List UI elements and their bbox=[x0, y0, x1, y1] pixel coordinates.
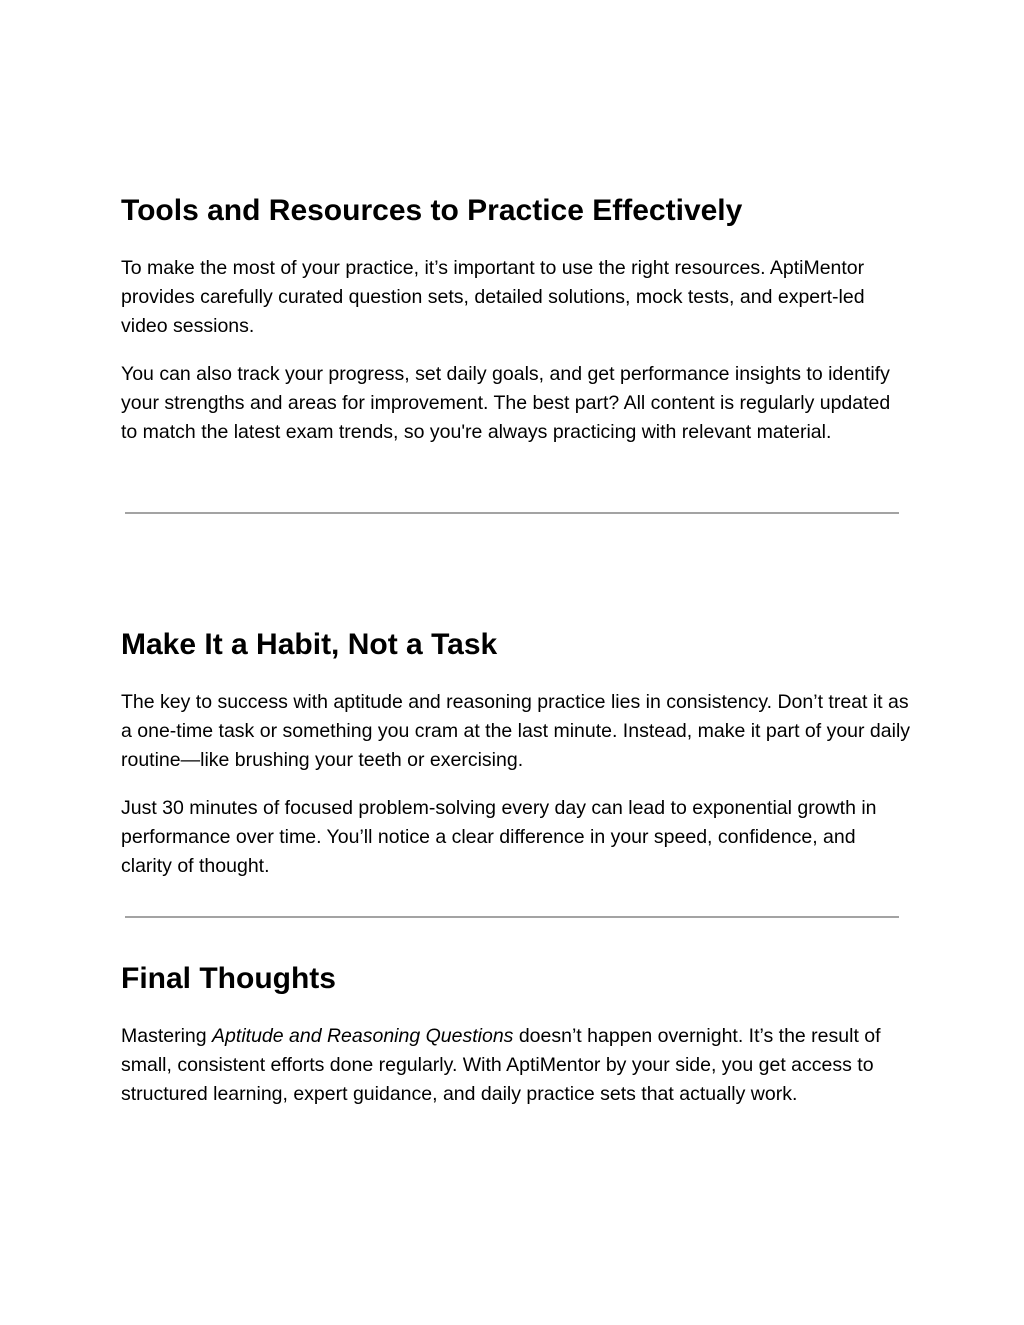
emphasized-phrase: Aptitude and Reasoning Questions bbox=[212, 1025, 514, 1047]
section-heading-habit: Make It a Habit, Not a Task bbox=[121, 628, 498, 661]
section-heading-final-thoughts: Final Thoughts bbox=[121, 962, 336, 995]
section-divider bbox=[125, 512, 899, 514]
section-divider bbox=[125, 916, 899, 918]
paragraph-lead: Mastering bbox=[121, 1025, 213, 1047]
section-paragraph bbox=[121, 1022, 911, 1109]
section-paragraph: To make the most of your practice, it’s important to use the right resources. AptiMentor provides carefully curated question sets, detailed solutions, mock tests, and expert-led video sessions. bbox=[121, 257, 865, 337]
section-paragraph: Just 30 minutes of focused problem-solving every day can lead to exponential growth in performance over time. You’ll notice a clear difference in your speed, confidence, and clarity of thought. bbox=[121, 797, 877, 877]
paragraph-rest: doesn’t happen overnight. It’s the result of small, consistent efforts done regularly. With AptiMentor by your side, you get access to structured learning, expert guidance, and daily practice sets that actually work. bbox=[121, 1025, 881, 1105]
section-heading-tools: Tools and Resources to Practice Effectively bbox=[121, 194, 743, 227]
section-paragraph: The key to success with aptitude and reasoning practice lies in consistency. Don’t treat it as a one-time task or something you cram at the last minute. Instead, make it part of your daily routine—like brushing your teeth or exercising. bbox=[121, 691, 911, 771]
section-paragraph: You can also track your progress, set daily goals, and get performance insights to identify your strengths and areas for improvement. The best part? All content is regularly updated to match the latest exam trends, so you're always practicing with relevant material. bbox=[121, 363, 891, 443]
